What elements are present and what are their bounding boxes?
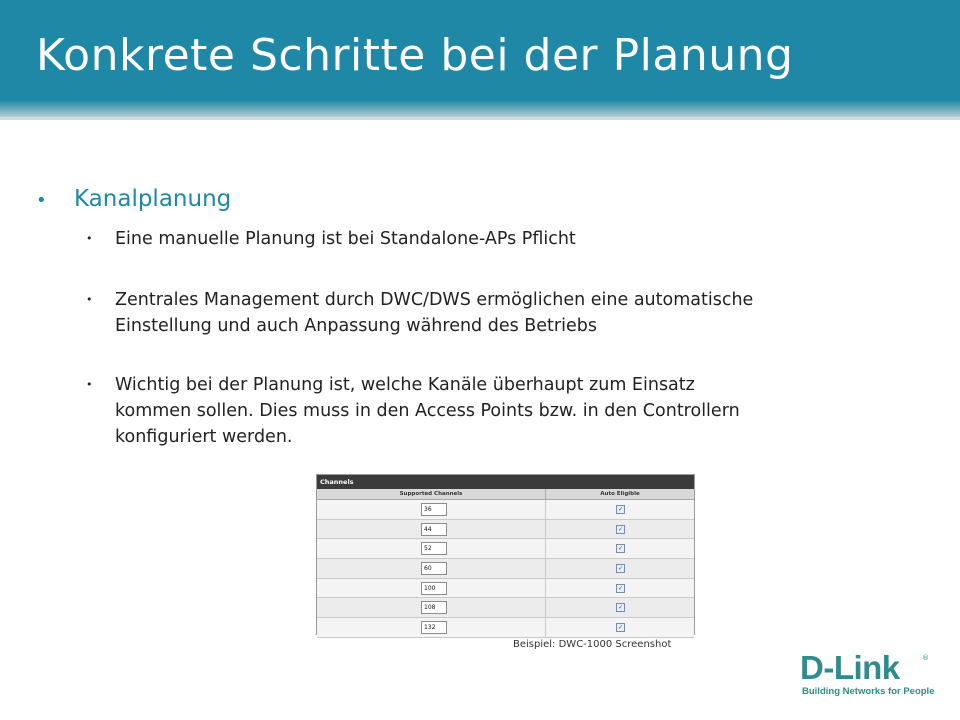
bullet-text xyxy=(115,372,915,450)
bullet-line: kommen sollen. Dies muss in den Access Points bzw. in den Controllern xyxy=(115,401,740,421)
channel-cell xyxy=(317,539,546,558)
logo-tagline: Building Networks for People xyxy=(802,686,935,697)
channel-input[interactable]: 44 xyxy=(421,523,447,536)
channels-table-body xyxy=(317,500,694,638)
bullet-text xyxy=(115,287,915,339)
auto-eligible-checkbox[interactable]: ✓ xyxy=(617,545,624,553)
auto-eligible-cell xyxy=(546,520,694,539)
channels-screenshot xyxy=(316,474,695,635)
auto-eligible-cell xyxy=(546,579,694,598)
channel-cell xyxy=(317,598,546,617)
bullet-line: konfiguriert werden. xyxy=(115,427,293,447)
channels-panel-title: Channels xyxy=(317,475,694,489)
channel-cell xyxy=(317,618,546,637)
channel-row xyxy=(317,559,694,579)
channel-cell xyxy=(317,559,546,578)
title-bar-shadow xyxy=(0,100,960,120)
registered-mark: ® xyxy=(922,654,929,662)
auto-eligible-checkbox[interactable]: ✓ xyxy=(617,624,624,632)
channel-input[interactable]: 36 xyxy=(421,503,447,516)
bullet-line: Zentrales Management durch DWC/DWS ermöglichen eine automatische xyxy=(115,290,754,310)
auto-eligible-checkbox[interactable]: ✓ xyxy=(617,604,624,612)
bullet-text xyxy=(115,226,915,252)
dlink-logo xyxy=(800,650,935,702)
auto-eligible-checkbox[interactable]: ✓ xyxy=(617,525,624,533)
channel-input[interactable]: 132 xyxy=(421,621,447,634)
channel-input[interactable]: 60 xyxy=(421,562,447,575)
logo-wordmark: D-Link xyxy=(800,649,900,686)
channel-cell xyxy=(317,500,546,519)
channel-row xyxy=(317,618,694,638)
bullet-line: Eine manuelle Planung ist bei Standalone-APs Pflicht xyxy=(115,229,576,249)
auto-eligible-cell xyxy=(546,500,694,519)
channel-input[interactable]: 52 xyxy=(421,542,447,555)
channel-row xyxy=(317,500,694,520)
bullet-dot-icon: • xyxy=(36,190,47,211)
channel-row xyxy=(317,539,694,559)
auto-eligible-checkbox[interactable]: ✓ xyxy=(617,565,624,573)
channels-table-header xyxy=(317,489,694,500)
auto-eligible-cell xyxy=(546,618,694,637)
bullet-dot-icon: • xyxy=(86,232,93,245)
bullet-line: Wichtig bei der Planung ist, welche Kanäle überhaupt zum Einsatz xyxy=(115,375,695,395)
channel-cell xyxy=(317,579,546,598)
auto-eligible-header: Auto Eligible xyxy=(600,491,640,497)
bullet-dot-icon: • xyxy=(86,378,93,391)
slide-title: Konkrete Schritte bei der Planung xyxy=(36,30,794,81)
auto-eligible-checkbox[interactable]: ✓ xyxy=(617,584,624,592)
bullet-dot-icon: • xyxy=(86,293,93,306)
channel-row xyxy=(317,579,694,599)
channel-row xyxy=(317,598,694,618)
channel-cell xyxy=(317,520,546,539)
screenshot-caption: Beispiel: DWC-1000 Screenshot xyxy=(513,639,672,650)
auto-eligible-cell xyxy=(546,539,694,558)
auto-eligible-checkbox[interactable]: ✓ xyxy=(617,506,624,513)
supported-channels-header: Supported Channels xyxy=(317,489,546,499)
auto-eligible-cell xyxy=(546,559,694,578)
section-heading: Kanalplanung xyxy=(74,186,232,212)
bullet-line: Einstellung und auch Anpassung während des Betriebs xyxy=(115,316,597,336)
auto-eligible-cell xyxy=(546,598,694,617)
channel-row xyxy=(317,520,694,540)
channel-input[interactable]: 100 xyxy=(421,582,447,595)
channel-input[interactable]: 108 xyxy=(421,601,447,614)
